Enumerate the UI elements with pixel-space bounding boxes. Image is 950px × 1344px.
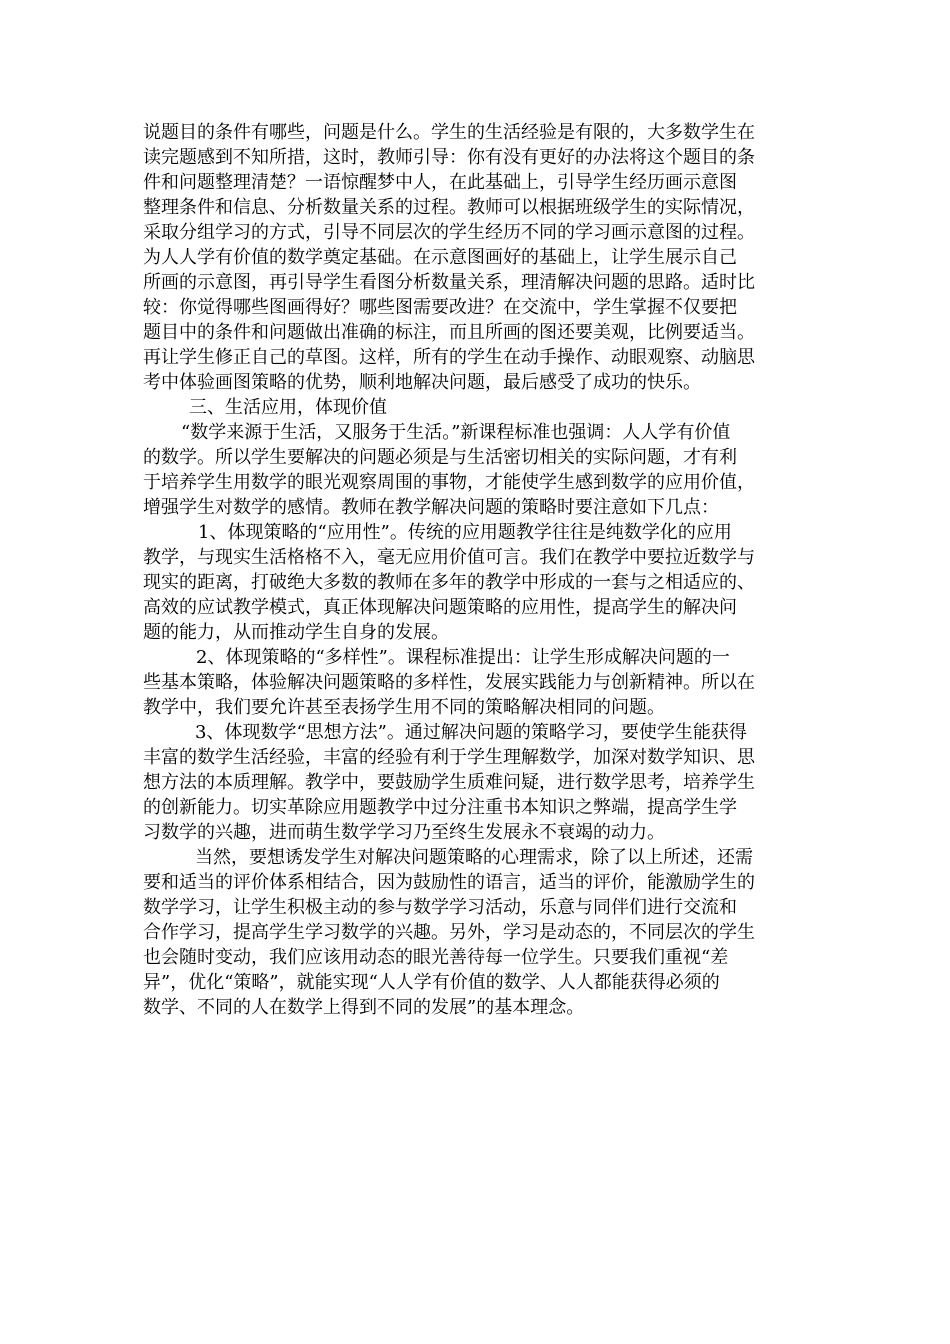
text-line: 采取分组学习的方式，引导不同层次的学生经历不同的学习画示意图的过程。 xyxy=(143,222,755,243)
text-line: 说题目的条件有哪些，问题是什么。学生的生活经验是有限的，大多数学生在 xyxy=(143,122,755,143)
text-line: 较：你觉得哪些图画得好？哪些图需要改进？在交流中，学生掌握不仅要把 xyxy=(143,297,737,318)
text-line: 2、体现策略的“多样性”。课程标准提出：让学生形成解决问题的一 xyxy=(196,647,730,668)
text-line: 高效的应试教学模式，真正体现解决问题策略的应用性，提高学生的解决问 xyxy=(143,597,737,618)
text-line: 于培养学生用数学的眼光观察周围的事物，才能使学生感到数学的应用价值， xyxy=(143,472,755,493)
text-line: 1、体现策略的“应用性”。传统的应用题教学往往是纯数学化的应用 xyxy=(198,522,732,543)
text-line: 现实的距离，打破绝大多数的教师在多年的教学中形成的一套与之相适应的、 xyxy=(143,572,755,593)
text-line: 当然，要想诱发学生对解决问题策略的心理需求，除了以上所述，还需 xyxy=(195,847,753,868)
text-line: 题目中的条件和问题做出准确的标注，而且所画的图还要美观，比例要适当。 xyxy=(143,322,755,343)
text-line: 合作学习，提高学生学习数学的兴趣。另外，学习是动态的，不同层次的学生 xyxy=(143,922,755,943)
text-line: 的数学。所以学生要解决的问题必须是与生活密切相关的实际问题，才有利 xyxy=(143,447,737,468)
text-line: 的创新能力。切实革除应用题教学中过分注重书本知识之弊端，提高学生学 xyxy=(143,797,737,818)
text-line: 增强学生对数学的感情。教师在教学解决问题的策略时要注意如下几点： xyxy=(143,497,719,518)
text-line: 想方法的本质理解。教学中，要鼓励学生质难问疑，进行数学思考，培养学生 xyxy=(143,772,755,793)
text-line: 些基本策略，体验解决问题策略的多样性，发展实践能力与创新精神。所以在 xyxy=(143,672,755,693)
text-line: 题的能力，从而推动学生自身的发展。 xyxy=(143,622,449,643)
text-line: 3、体现数学“思想方法”。通过解决问题的策略学习，要使学生能获得 xyxy=(195,722,747,743)
text-line: 教学，与现实生活格格不入，毫无应用价值可言。我们在教学中要拉近数学与 xyxy=(143,547,755,568)
text-line: 习数学的兴趣，进而萌生数学学习乃至终生发展永不衰竭的动力。 xyxy=(143,822,665,843)
text-line: 所画的示意图，再引导学生看图分析数量关系，理清解决问题的思路。适时比 xyxy=(143,272,755,293)
text-line: 考中体验画图策略的优势，顺利地解决问题，最后感受了成功的快乐。 xyxy=(143,372,701,393)
text-line: 异”，优化“策略”，就能实现“人人学有价值的数学、人人都能获得必须的 xyxy=(143,972,720,993)
text-line: 数学学习，让学生积极主动的参与数学学习活动，乐意与同伴们进行交流和 xyxy=(143,897,737,918)
text-line: 教学中，我们要允许甚至表扬学生用不同的策略解决相同的问题。 xyxy=(143,697,665,718)
section-heading: 三、生活应用，体现价值 xyxy=(189,397,387,418)
body-text xyxy=(143,120,811,1020)
text-line: 要和适当的评价体系相结合，因为鼓励性的语言，适当的评价，能激励学生的 xyxy=(143,872,755,893)
text-line: 为人人学有价值的数学奠定基础。在示意图画好的基础上，让学生展示自己 xyxy=(143,247,737,268)
text-line: 件和问题整理清楚？一语惊醒梦中人，在此基础上，引导学生经历画示意图 xyxy=(143,172,737,193)
text-line: 读完题感到不知所措，这时，教师引导：你有没有更好的办法将这个题目的条 xyxy=(143,147,755,168)
text-line: “数学来源于生活，又服务于生活。”新课程标准也强调：人人学有价值 xyxy=(181,422,731,443)
text-line: 也会随时变动，我们应该用动态的眼光善待每一位学生。只要我们重视“差 xyxy=(143,947,729,968)
text-line: 数学、不同的人在数学上得到不同的发展”的基本理念。 xyxy=(143,997,585,1018)
text-line: 丰富的数学生活经验，丰富的经验有利于学生理解数学，加深对数学知识、思 xyxy=(143,747,755,768)
text-line: 再让学生修正自己的草图。这样，所有的学生在动手操作、动眼观察、动脑思 xyxy=(143,347,755,368)
text-line: 整理条件和信息、分析数量关系的过程。教师可以根据班级学生的实际情况， xyxy=(143,197,755,218)
